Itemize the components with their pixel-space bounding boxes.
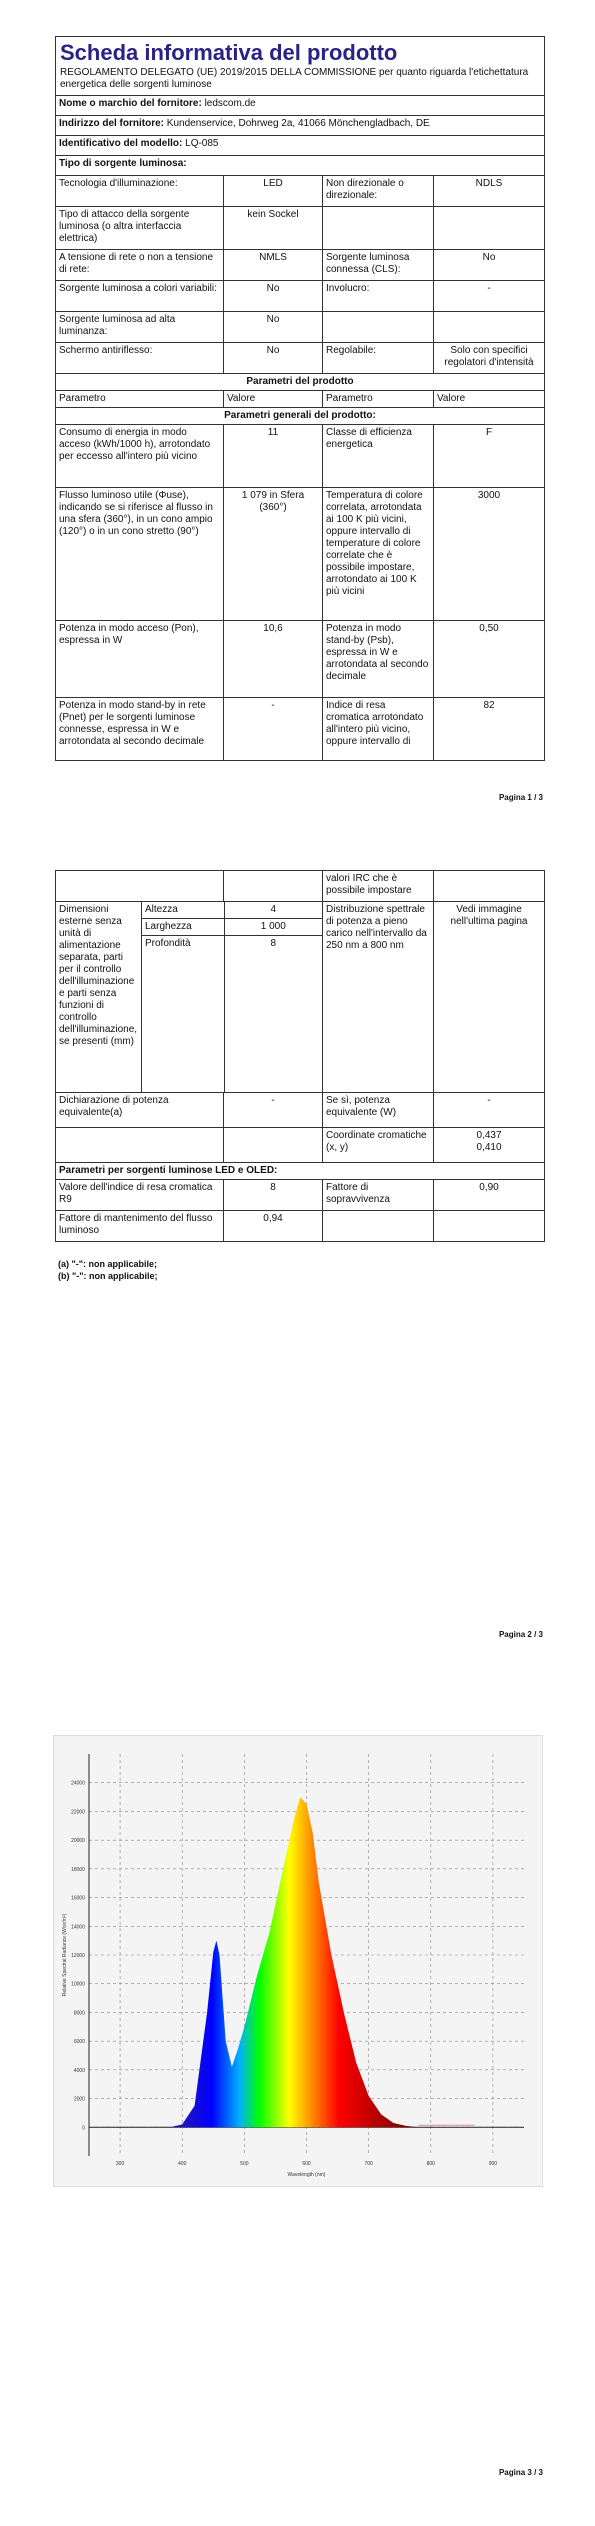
lumen-maintenance-value: 0,94 — [223, 1211, 322, 1241]
envelope-label: Involucro: — [322, 281, 433, 311]
cri-label: Indice di resa cromatica arrotondato all'intero più vicino, oppure intervallo di — [322, 698, 433, 760]
general-params-header: Parametri generali del prodotto: — [224, 410, 376, 421]
x-tick-label: 700 — [364, 2161, 373, 2167]
flux-label: Flusso luminoso utile (Φuse), indicando se si riferisce al flusso in una sfera (360°), in un cono ampio (120°) o in un cono stretto (90°) — [59, 490, 213, 537]
page-3 — [0, 1690, 595, 2526]
mains-value: NMLS — [223, 250, 322, 280]
empty-cell — [322, 207, 433, 249]
y-tick-label: 18000 — [71, 1866, 85, 1873]
col-value: Valore — [433, 391, 544, 407]
cri-continued: valori IRC che è possibile impostare — [322, 871, 433, 901]
y-tick-label: 6000 — [73, 2039, 85, 2046]
x-tick-label: 300 — [115, 2161, 125, 2167]
r9-value: 8 — [223, 1180, 322, 1210]
high-luminance-value: No — [223, 312, 322, 342]
efficiency-class-value: F — [433, 425, 544, 487]
footnotes — [56, 1257, 158, 1281]
cap-value: kein Sockel — [223, 207, 322, 249]
led-params-header: Parametri per sorgenti luminose LED e OLED: — [59, 1165, 278, 1176]
model-row: Identificativo del modello: LQ-085 — [59, 138, 219, 149]
x-axis-label: Wavelength (nm) — [287, 2172, 326, 2178]
page-number: Pagina 3 / 3 — [498, 2468, 543, 2477]
footnote-b: (b) "-": non applicabile; — [58, 1271, 158, 1281]
spectral-label: Distribuzione spettrale di potenza a pieno carico nell'intervallo da 250 nm a 800 nm — [322, 902, 433, 1092]
energy-label: Consumo di energia in modo acceso (kWh/1000 h), arrotondato per eccesso all'intero più vicino — [59, 427, 211, 462]
survival-label: Fattore di sopravvivenza — [322, 1180, 433, 1210]
on-power-label: Potenza in modo acceso (Pon), espressa in W — [59, 623, 199, 646]
type-row: Tipo di sorgente luminosa: — [59, 158, 187, 169]
x-tick-label: 500 — [240, 2161, 249, 2167]
spectrum-chart — [53, 1735, 543, 2187]
y-tick-label: 20000 — [71, 1838, 85, 1845]
equivalent-w-label: Se sì, potenza equivalente (W) — [322, 1093, 433, 1127]
dimensions-label: Dimensioni esterne senza unità di alimentazione separata, parti per il controllo dell'illuminazione e parti senza funzioni di controllo dell'illuminazione, se presenti (mm) — [59, 904, 138, 1047]
anti-glare-value: No — [223, 343, 322, 373]
y-tick-label: 8000 — [73, 2010, 85, 2017]
r9-label: Valore dell'indice di resa cromatica R9 — [59, 1182, 213, 1205]
footnote-a: (a) "-": non applicabile; — [58, 1259, 158, 1269]
dimmable-label: Regolabile: — [322, 343, 433, 373]
anti-glare-label: Schermo antiriflesso: — [59, 345, 153, 356]
direction-value: NDLS — [433, 176, 544, 206]
standby-power-label: Potenza in modo stand-by (Psb), espressa in W e arrotondata al secondo decimale — [322, 621, 433, 697]
y-tick-label: 12000 — [71, 1953, 85, 1959]
y-tick-label: 16000 — [71, 1895, 85, 1902]
mains-label: A tensione di rete o non a tensione di rete: — [59, 252, 214, 275]
page-number: Pagina 2 / 3 — [498, 1630, 543, 1639]
x-tick-label: 400 — [178, 2161, 187, 2167]
y-tick-label: 10000 — [71, 1981, 85, 1988]
y-tick-label: 24000 — [71, 1780, 85, 1787]
x-tick-label: 900 — [488, 2161, 498, 2167]
info-table — [55, 36, 545, 761]
x-tick-label: 600 — [302, 2161, 311, 2167]
empty-cell — [433, 312, 544, 342]
page-1 — [0, 0, 595, 820]
page-2 — [0, 870, 595, 1670]
empty-cell — [433, 207, 544, 249]
cap-label: Tipo di attacco della sorgente luminosa (o altra interfaccia elettrica) — [59, 209, 190, 244]
y-tick-label: 14000 — [71, 1924, 85, 1931]
params-header: Parametri del prodotto — [246, 376, 354, 387]
cri-value: 82 — [433, 698, 544, 760]
cls-label: Sorgente luminosa connessa (CLS): — [322, 250, 433, 280]
colour-tunable-value: No — [223, 281, 322, 311]
empty-cell — [322, 312, 433, 342]
high-luminance-label: Sorgente luminosa ad alta luminanza: — [59, 314, 176, 337]
tech-label: Tecnologia d'illuminazione: — [59, 178, 178, 189]
address-row: Indirizzo del fornitore: Kundenservice, Dohrweg 2a, 41066 Mönchengladbach, DE — [59, 118, 430, 129]
supplier-row: Nome o marchio del fornitore: ledscom.de — [59, 98, 256, 109]
document-title: Scheda informativa del prodotto — [60, 40, 398, 65]
on-power-value: 10,6 — [223, 621, 322, 697]
energy-value: 11 — [223, 425, 322, 487]
cct-value: 3000 — [433, 488, 544, 620]
flux-value: 1 079 in Sfera (360°) — [223, 488, 322, 620]
chromaticity-value: 0,437 0,410 — [433, 1128, 544, 1162]
spectrum-area — [170, 1797, 419, 2127]
spectral-value: Vedi immagine nell'ultima pagina — [433, 902, 544, 1092]
y-tick-label: 4000 — [73, 2067, 85, 2074]
colour-tunable-label: Sorgente luminosa a colori variabili: — [59, 283, 217, 294]
dimmable-value: Solo con specifici regolatori d'intensità — [433, 343, 544, 373]
tech-value: LED — [223, 176, 322, 206]
direction-label: Non direzionale o direzionale: — [322, 176, 433, 206]
col-value: Valore — [223, 391, 322, 407]
page-number: Pagina 1 / 3 — [498, 793, 543, 802]
col-param: Parametro — [59, 393, 106, 404]
efficiency-class-label: Classe di efficienza energetica — [322, 425, 433, 487]
col-param: Parametro — [322, 391, 433, 407]
document-subtitle: REGOLAMENTO DELEGATO (UE) 2019/2015 DELLA COMMISSIONE per quanto riguarda l'etichettatura energetica delle sorgenti luminose — [60, 67, 529, 90]
chromaticity-label: Coordinate cromatiche (x, y) — [322, 1128, 433, 1162]
y-tick-label: 0 — [82, 2125, 85, 2132]
equivalent-w-value: - — [433, 1093, 544, 1127]
envelope-value: - — [433, 281, 544, 311]
network-standby-label: Potenza in modo stand-by in rete (Pnet) per le sorgenti luminose connesse, espressa in W e arrotondata al secondo decimale — [59, 700, 206, 747]
cls-value: No — [433, 250, 544, 280]
y-axis-label: Relative Spectral Radiance (W/sr/m²) — [62, 1913, 68, 1997]
info-table-continued — [55, 870, 545, 1242]
equivalent-power-label: Dichiarazione di potenza equivalente(a) — [59, 1095, 169, 1118]
cct-label: Temperatura di colore correlata, arrotondata ai 100 K più vicini, oppure intervallo di temperature di colore correlate che è possibile impostare, arrotondato ai 100 K più vicini — [322, 488, 433, 620]
survival-value: 0,90 — [433, 1180, 544, 1210]
y-tick-label: 22000 — [71, 1809, 85, 1816]
lumen-maintenance-label: Fattore di mantenimento del flusso luminoso — [59, 1213, 213, 1236]
dimensions-values: Altezza 4 Larghezza 1 000 Profondità 8 — [141, 902, 322, 1092]
equivalent-power-value: - — [223, 1093, 322, 1127]
network-standby-value: - — [223, 698, 322, 760]
y-tick-label: 2000 — [73, 2096, 85, 2103]
standby-power-value: 0,50 — [433, 621, 544, 697]
x-tick-label: 800 — [426, 2161, 435, 2167]
